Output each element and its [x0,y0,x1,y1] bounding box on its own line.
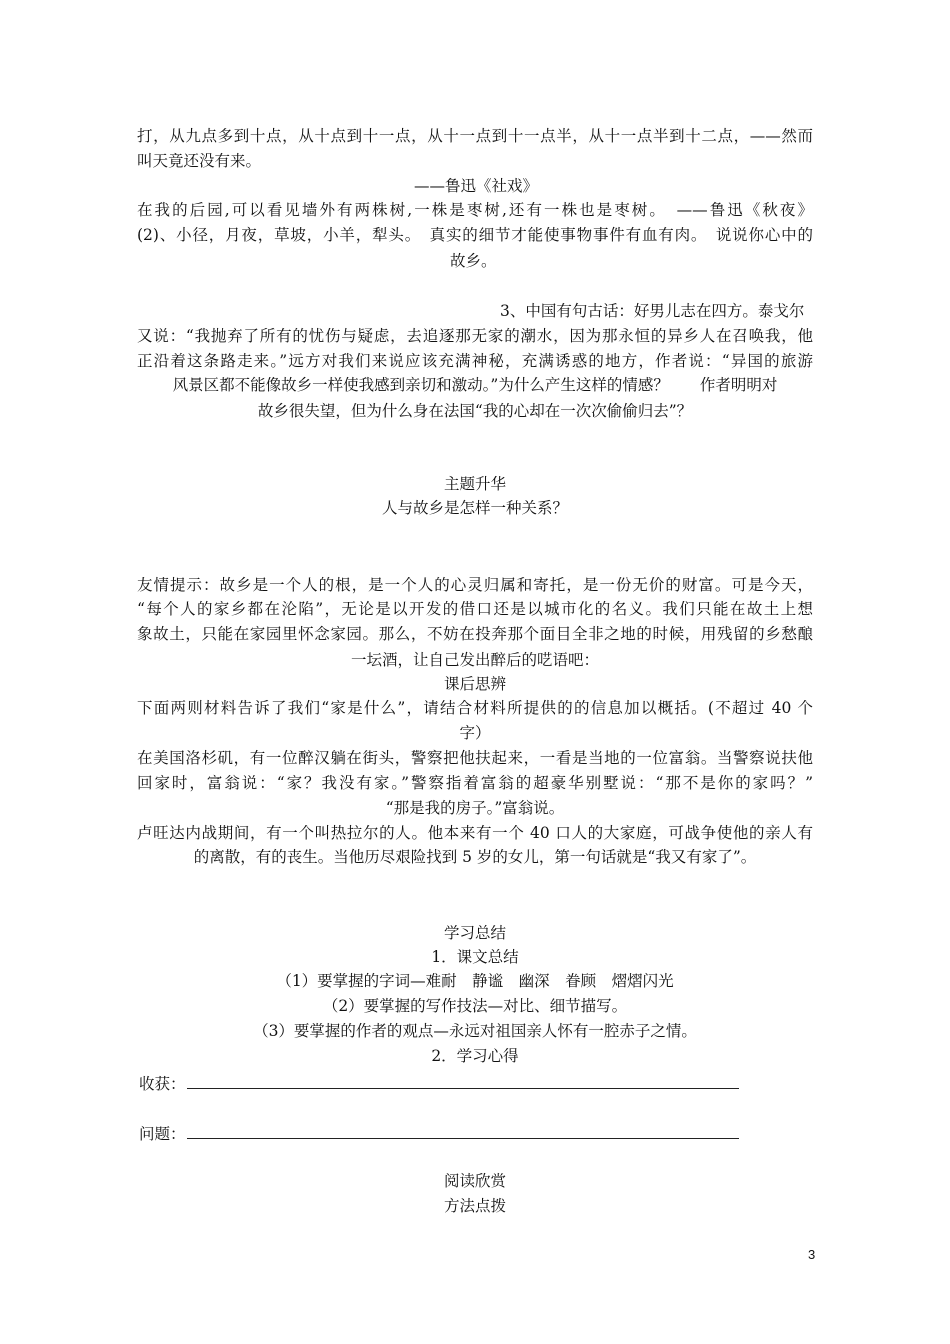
para-line: 回家时，富翁说：“家？我没有家。”警察指着富翁的超豪华别墅说：“那不是你的家吗？” [137,774,813,792]
section-heading: 阅读欣赏 [443,1172,506,1190]
section-heading: 课后思辨 [443,675,506,693]
summary-item: （1）要掌握的字词—难耐 静谧 幽深 眷顾 熠熠闪光 [276,972,674,990]
para-line: 一坛酒，让自己发出醉后的呓语吧： [350,651,599,669]
para-line: 下面两则材料告诉了我们“家是什么”，请结合材料所提供的的信息加以概括。(不超过 40 个 [137,699,813,717]
para-line: (2)、小径，月夜，草坡，小羊，犁头。 真实的细节才能使事物事件有血有肉。 说说你心中的 [137,226,813,244]
harvest-row [139,1071,739,1095]
harvest-label: 收获： [139,1075,186,1093]
para-line: “每个人的家乡都在沦陷”，无论是以开发的借口还是以城市化的名义。我们只能在故土上想 [137,600,813,618]
para-line: 故乡很失望，但为什么身在法国“我的心却在一次次偷偷归去”？ [257,402,693,420]
question-blank-line[interactable] [187,1121,739,1139]
para-line: “那是我的房子。”富翁说。 [385,799,565,817]
citation: ——鲁迅《社戏》 [414,177,539,195]
para-line: 的离散，有的丧生。当他历尽艰险找到 5 岁的女儿，第一句话就是“我又有家了”。 [193,848,757,866]
para-line: 故乡。 [450,252,497,270]
summary-item: （2）要掌握的写作技法—对比、细节描写。 [322,997,628,1015]
para-line: 又说：“我抛弃了所有的忧伤与疑虑，去追逐那无家的潮水，因为那永恒的异乡人在召唤我，他 [137,327,813,345]
subheading: 方法点拨 [443,1197,506,1215]
question-row [139,1121,739,1145]
section-heading: 学习总结 [443,924,506,942]
section-heading: 主题升华 [443,475,506,493]
question: 人与故乡是怎样一种关系？ [381,499,568,517]
para-line: 象故土，只能在家园里怀念家园。那么，不妨在投奔那个面目全非之地的时候，用残留的乡愁酿 [137,625,813,643]
page-number: 3 [808,1247,816,1262]
quote-line: 在我的后园,可以看见墙外有两株树,一株是枣树,还有一株也是枣树。 ——鲁迅《秋夜》 [137,201,813,219]
para-line: 卢旺达内战期间，有一个叫热拉尔的人。他本来有一个 40 口人的大家庭，可战争使他的亲人有 [137,824,813,842]
subheading: 2．学习心得 [431,1047,519,1065]
para-line: 3、中国有句古话：好男儿志在四方。泰戈尔 [500,302,805,320]
para-line: 友情提示：故乡是一个人的根，是一个人的心灵归属和寄托，是一份无价的财富。可是今天， [137,576,813,594]
para-line: 叫天竟还没有来。 [137,152,262,170]
para-line: 正沿着这条路走来。”远方对我们来说应该充满神秘，充满诱惑的地方，作者说：“异国的旅游 [137,352,813,370]
para-line: 打，从九点多到十点，从十点到十一点，从十一点到十一点半，从十一点半到十二点，——然而 [137,127,813,145]
question-label: 问题： [139,1125,186,1143]
para-line: 字） [459,724,491,742]
summary-item: （3）要掌握的作者的观点—永远对祖国亲人怀有一腔赤子之情。 [253,1022,697,1040]
harvest-blank-line[interactable] [187,1071,739,1089]
para-line: 风景区都不能像故乡一样使我感到亲切和激动。”为什么产生这样的情感？ 作者明明对 [172,376,778,394]
subheading: 1．课文总结 [431,948,519,966]
para-line: 在美国洛杉矶，有一位醉汉躺在街头，警察把他扶起来，一看是当地的一位富翁。当警察说扶他 [137,749,813,767]
